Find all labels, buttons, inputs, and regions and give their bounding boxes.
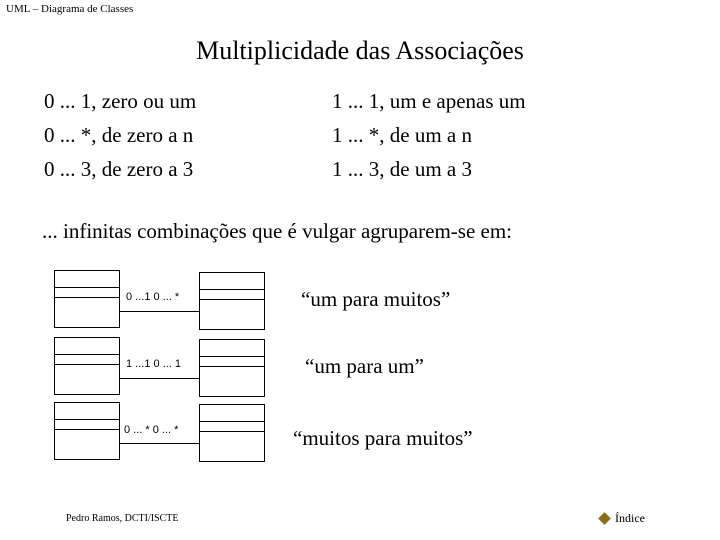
footer-author: Pedro Ramos, DCTI/ISCTE xyxy=(66,513,179,524)
header-text: UML – Diagrama de Classes xyxy=(6,3,134,15)
association-line xyxy=(120,443,200,444)
index-label: Índice xyxy=(615,511,645,525)
multiplicity-item: 1 ... *, de um a n xyxy=(332,123,472,147)
multiplicity-item: 0 ... 1, zero ou um xyxy=(44,89,197,113)
class-box-left xyxy=(54,270,120,328)
multiplicity-label: 0 ... * 0 ... * xyxy=(124,424,179,436)
index-link[interactable] xyxy=(600,511,645,526)
multiplicity-label: 1 ...1 0 ... 1 xyxy=(126,358,182,370)
multiplicity-item: 0 ... 3, de zero a 3 xyxy=(44,157,194,181)
multiplicity-item: 0 ... *, de zero a n xyxy=(44,123,194,147)
association-caption: “um para um” xyxy=(305,354,424,378)
association-caption: “muitos para muitos” xyxy=(293,426,473,450)
page-title: Multiplicidade das Associações xyxy=(196,36,524,65)
multiplicity-list-left xyxy=(44,84,196,186)
multiplicity-list-right xyxy=(332,84,526,186)
class-box-right xyxy=(199,404,265,462)
class-box-right xyxy=(199,339,265,397)
multiplicity-label: 0 ...1 0 ... * xyxy=(126,291,180,303)
diamond-icon xyxy=(598,512,611,525)
association-line xyxy=(120,378,200,379)
association-line xyxy=(120,311,200,312)
class-box-left xyxy=(54,402,120,460)
multiplicity-item: 1 ... 3, de um a 3 xyxy=(332,157,472,181)
class-box-right xyxy=(199,272,265,330)
multiplicity-item: 1 ... 1, um e apenas um xyxy=(332,89,526,113)
class-box-left xyxy=(54,337,120,395)
combinations-intro: ... infinitas combinações que é vulgar agruparem-se em: xyxy=(42,219,512,243)
association-caption: “um para muitos” xyxy=(301,287,451,311)
